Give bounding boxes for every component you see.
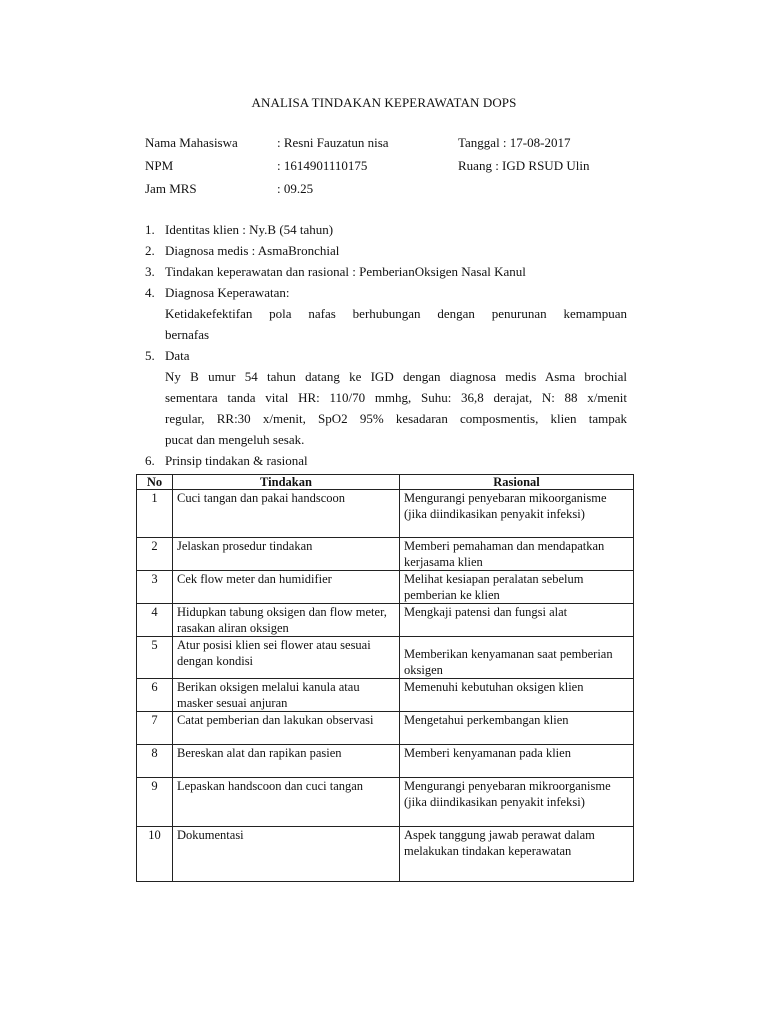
row-number: 7 — [137, 712, 173, 745]
table-row — [137, 571, 634, 604]
row-tindakan: Berikan oksigen melalui kanula atau masker sesuai anjuran — [173, 679, 400, 712]
item-text: Diagnosa Keperawatan: — [165, 285, 290, 300]
info-row-jam — [145, 181, 645, 204]
row-rasional: Memberikan kenyamanan saat pemberian oksigen — [400, 637, 634, 679]
diagnosis-text: Ketidakefektifan pola nafas berhubungan dengan penurunan kemampuan — [165, 306, 627, 321]
info-row-npm — [145, 158, 645, 181]
item-number: 5. — [145, 348, 155, 363]
data-paragraph-line: regular, RR:30 x/menit, SpO2 95% kesadaran composmentis, klien tampak — [165, 411, 627, 426]
table-row — [137, 637, 634, 679]
item-text: Diagnosa medis : AsmaBronchial — [165, 243, 340, 258]
row-rasional: Aspek tanggung jawab perawat dalam melakukan tindakan keperawatan — [400, 827, 634, 882]
row-rasional: Mengkaji patensi dan fungsi alat — [400, 604, 634, 637]
row-rasional: Mengurangi penyebaran mikoorganisme (jika diindikasikan penyakit infeksi) — [400, 490, 634, 538]
row-tindakan: Jelaskan prosedur tindakan — [173, 538, 400, 571]
list-item-diagnosa-keperawatan — [145, 282, 627, 345]
row-rasional: Memenuhi kebutuhan oksigen klien — [400, 679, 634, 712]
item-number: 4. — [145, 285, 155, 300]
list-item-identitas — [145, 219, 627, 240]
row-number: 8 — [137, 745, 173, 778]
info-label: Jam MRS — [145, 181, 197, 196]
row-tindakan: Atur posisi klien sei flower atau sesuai dengan kondisi — [173, 637, 400, 679]
info-label: NPM — [145, 158, 174, 173]
row-rasional: Memberi pemahaman dan mendapatkan kerjasama klien — [400, 538, 634, 571]
table-header-row — [137, 475, 634, 490]
row-number: 5 — [137, 637, 173, 679]
table-row — [137, 712, 634, 745]
list-item-diagnosa-medis — [145, 240, 627, 261]
diagnosis-text-cont: bernafas — [165, 327, 210, 342]
row-rasional: Memberi kenyamanan pada klien — [400, 745, 634, 778]
item-text: Prinsip tindakan & rasional — [165, 453, 308, 468]
row-number: 6 — [137, 679, 173, 712]
row-tindakan: Bereskan alat dan rapikan pasien — [173, 745, 400, 778]
info-date: Tanggal : 17-08-2017 — [458, 135, 571, 150]
document-title: ANALISA TINDAKAN KEPERAWATAN DOPS — [251, 95, 517, 110]
item-text: Identitas klien : Ny.B (54 tahun) — [165, 222, 334, 237]
table-row — [137, 490, 634, 538]
row-tindakan: Catat pemberian dan lakukan observasi — [173, 712, 400, 745]
data-paragraph-line: pucat dan mengeluh sesak. — [165, 432, 305, 447]
row-number: 2 — [137, 538, 173, 571]
row-tindakan: Dokumentasi — [173, 827, 400, 882]
item-number: 1. — [145, 222, 155, 237]
list-item-tindakan — [145, 261, 627, 282]
row-number: 1 — [137, 490, 173, 538]
list-item-data — [145, 345, 627, 450]
row-tindakan: Cuci tangan dan pakai handscoon — [173, 490, 400, 538]
row-rasional: Melihat kesiapan peralatan sebelum pemberian ke klien — [400, 571, 634, 604]
list-item-prinsip — [145, 450, 627, 471]
header-rasional: Rasional — [400, 475, 634, 490]
item-text: Tindakan keperawatan dan rasional : PemberianOksigen Nasal Kanul — [165, 264, 526, 279]
row-number: 4 — [137, 604, 173, 637]
info-value: : 09.25 — [277, 181, 314, 196]
row-tindakan: Cek flow meter dan humidifier — [173, 571, 400, 604]
table-row — [137, 778, 634, 827]
row-rasional: Mengetahui perkembangan klien — [400, 712, 634, 745]
student-info — [145, 135, 645, 204]
table-row — [137, 679, 634, 712]
numbered-list — [145, 219, 627, 471]
info-row-nama — [145, 135, 645, 158]
table-row — [137, 538, 634, 571]
item-number: 6. — [145, 453, 155, 468]
header-no: No — [137, 475, 173, 490]
row-rasional: Mengurangi penyebaran mikroorganisme (jika diindikasikan penyakit infeksi) — [400, 778, 634, 827]
item-text: Data — [165, 348, 190, 363]
table-row — [137, 745, 634, 778]
table-row — [137, 827, 634, 882]
item-number: 2. — [145, 243, 155, 258]
info-label: Nama Mahasiswa — [145, 135, 238, 150]
row-number: 9 — [137, 778, 173, 827]
data-paragraph-line: Ny B umur 54 tahun datang ke IGD dengan diagnosa medis Asma brochial — [165, 369, 627, 384]
info-value: : Resni Fauzatun nisa — [277, 135, 389, 150]
item-number: 3. — [145, 264, 155, 279]
row-tindakan: Lepaskan handscoon dan cuci tangan — [173, 778, 400, 827]
table-row — [137, 604, 634, 637]
data-paragraph-line: sementara tanda vital HR: 110/70 mmhg, Suhu: 36,8 derajat, N: 88 x/menit — [165, 390, 627, 405]
row-tindakan: Hidupkan tabung oksigen dan flow meter, rasakan aliran oksigen — [173, 604, 400, 637]
info-room: Ruang : IGD RSUD Ulin — [458, 158, 590, 173]
info-value: : 1614901110175 — [277, 158, 368, 173]
row-number: 3 — [137, 571, 173, 604]
row-number: 10 — [137, 827, 173, 882]
header-tindakan: Tindakan — [173, 475, 400, 490]
tindakan-rasional-table — [136, 474, 634, 882]
